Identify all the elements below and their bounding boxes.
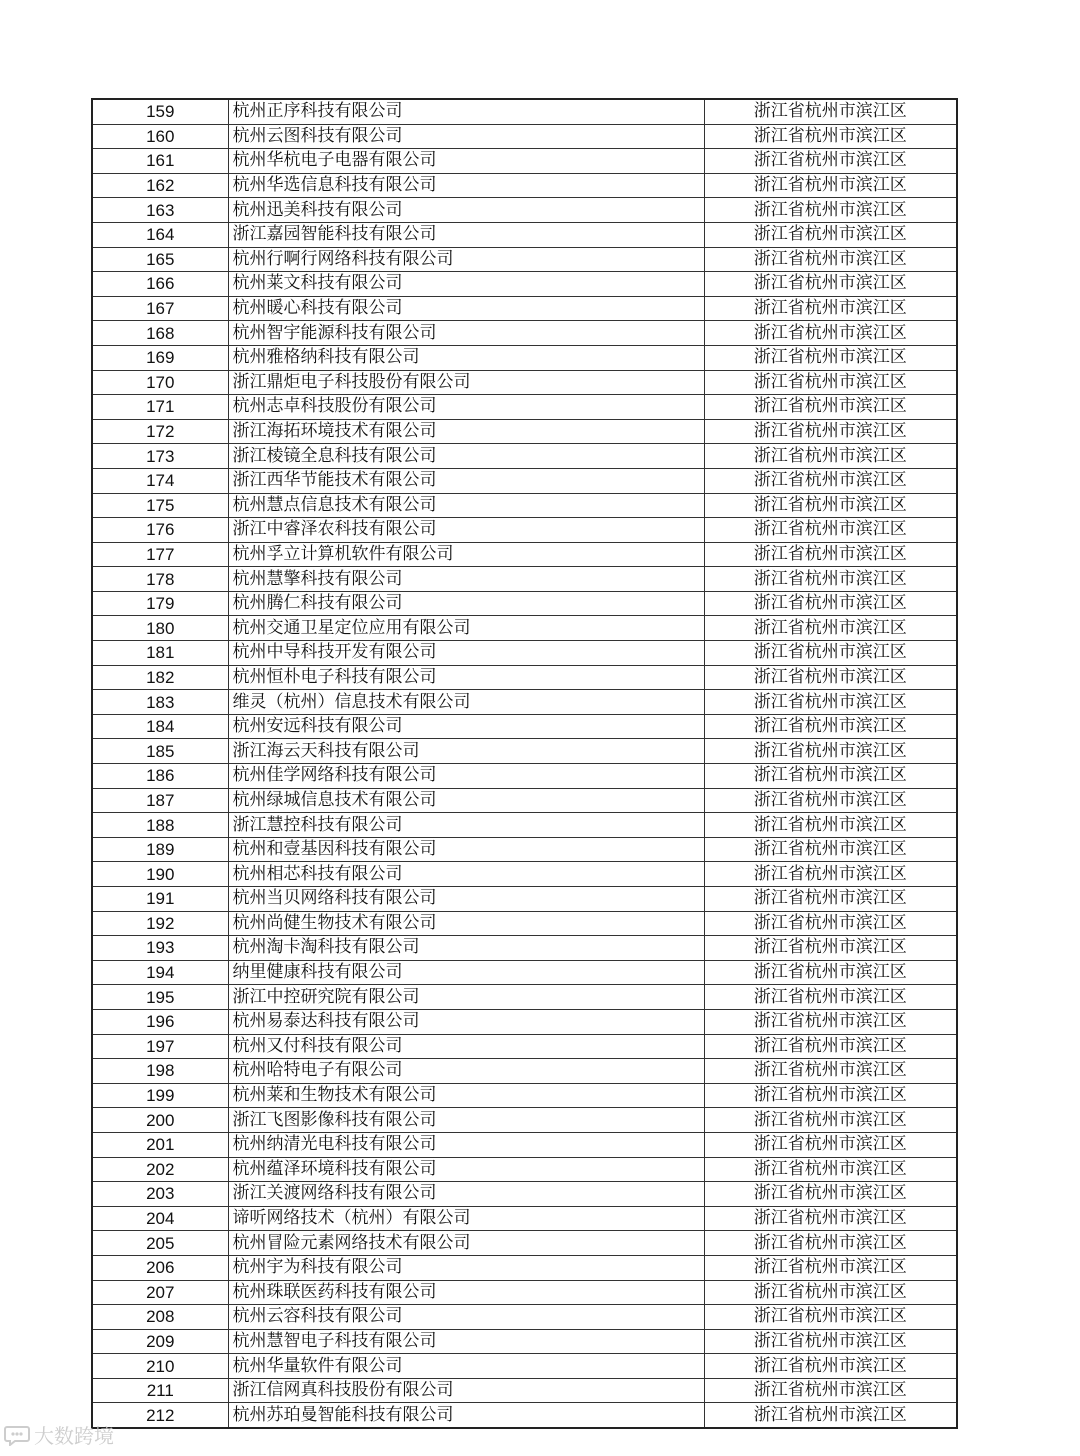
company-address: 浙江省杭州市滨江区 xyxy=(704,444,957,469)
company-name: 杭州华量软件有限公司 xyxy=(228,1354,704,1379)
row-number: 188 xyxy=(92,813,228,838)
table-row xyxy=(92,641,957,666)
table-row xyxy=(92,419,957,444)
row-number: 189 xyxy=(92,837,228,862)
table-row xyxy=(92,173,957,198)
company-name: 浙江海云天科技有限公司 xyxy=(228,739,704,764)
company-address: 浙江省杭州市滨江区 xyxy=(704,173,957,198)
company-address: 浙江省杭州市滨江区 xyxy=(704,690,957,715)
row-number: 177 xyxy=(92,542,228,567)
table-row xyxy=(92,1255,957,1280)
company-address: 浙江省杭州市滨江区 xyxy=(704,665,957,690)
row-number: 174 xyxy=(92,468,228,493)
table-row xyxy=(92,272,957,297)
company-name: 浙江海拓环境技术有限公司 xyxy=(228,419,704,444)
table-row xyxy=(92,222,957,247)
company-name: 杭州哈特电子有限公司 xyxy=(228,1059,704,1084)
table-row xyxy=(92,1083,957,1108)
company-address: 浙江省杭州市滨江区 xyxy=(704,837,957,862)
row-number: 202 xyxy=(92,1157,228,1182)
table-body xyxy=(92,99,957,1428)
row-number: 204 xyxy=(92,1206,228,1231)
company-address: 浙江省杭州市滨江区 xyxy=(704,345,957,370)
company-name: 杭州恒朴电子科技有限公司 xyxy=(228,665,704,690)
company-address: 浙江省杭州市滨江区 xyxy=(704,591,957,616)
company-address: 浙江省杭州市滨江区 xyxy=(704,1280,957,1305)
table-row xyxy=(92,149,957,174)
table-row xyxy=(92,1329,957,1354)
company-name: 维灵（杭州）信息技术有限公司 xyxy=(228,690,704,715)
row-number: 185 xyxy=(92,739,228,764)
row-number: 172 xyxy=(92,419,228,444)
table-row xyxy=(92,493,957,518)
company-name: 杭州中导科技开发有限公司 xyxy=(228,641,704,666)
table-row xyxy=(92,345,957,370)
table-row xyxy=(92,1231,957,1256)
company-name: 杭州云图科技有限公司 xyxy=(228,124,704,149)
company-address: 浙江省杭州市滨江区 xyxy=(704,714,957,739)
company-address: 浙江省杭州市滨江区 xyxy=(704,124,957,149)
company-address: 浙江省杭州市滨江区 xyxy=(704,960,957,985)
table-row xyxy=(92,370,957,395)
row-number: 207 xyxy=(92,1280,228,1305)
row-number: 193 xyxy=(92,936,228,961)
company-address: 浙江省杭州市滨江区 xyxy=(704,370,957,395)
row-number: 180 xyxy=(92,616,228,641)
company-name: 浙江西华节能技术有限公司 xyxy=(228,468,704,493)
table-row xyxy=(92,813,957,838)
company-address: 浙江省杭州市滨江区 xyxy=(704,99,957,124)
watermark-text: 大数跨境 xyxy=(34,1424,114,1448)
row-number: 197 xyxy=(92,1034,228,1059)
row-number: 194 xyxy=(92,960,228,985)
row-number: 203 xyxy=(92,1182,228,1207)
company-address: 浙江省杭州市滨江区 xyxy=(704,936,957,961)
row-number: 181 xyxy=(92,641,228,666)
company-address: 浙江省杭州市滨江区 xyxy=(704,1255,957,1280)
row-number: 167 xyxy=(92,296,228,321)
company-name: 杭州智宇能源科技有限公司 xyxy=(228,321,704,346)
company-address: 浙江省杭州市滨江区 xyxy=(704,1009,957,1034)
company-address: 浙江省杭州市滨江区 xyxy=(704,149,957,174)
row-number: 195 xyxy=(92,985,228,1010)
table-row xyxy=(92,1403,957,1428)
company-name: 杭州苏珀曼智能科技有限公司 xyxy=(228,1403,704,1428)
row-number: 163 xyxy=(92,198,228,223)
company-name: 杭州华选信息科技有限公司 xyxy=(228,173,704,198)
table-row xyxy=(92,887,957,912)
company-address: 浙江省杭州市滨江区 xyxy=(704,542,957,567)
table-row xyxy=(92,985,957,1010)
company-name: 杭州珠联医药科技有限公司 xyxy=(228,1280,704,1305)
row-number: 179 xyxy=(92,591,228,616)
company-address: 浙江省杭州市滨江区 xyxy=(704,616,957,641)
table-row xyxy=(92,1132,957,1157)
company-address: 浙江省杭州市滨江区 xyxy=(704,567,957,592)
company-name: 浙江嘉园智能科技有限公司 xyxy=(228,222,704,247)
table-row xyxy=(92,1108,957,1133)
table-row xyxy=(92,1305,957,1330)
company-name: 谛听网络技术（杭州）有限公司 xyxy=(228,1206,704,1231)
company-address: 浙江省杭州市滨江区 xyxy=(704,911,957,936)
company-name: 纳里健康科技有限公司 xyxy=(228,960,704,985)
company-name: 杭州行啊行网络科技有限公司 xyxy=(228,247,704,272)
company-name: 杭州和壹基因科技有限公司 xyxy=(228,837,704,862)
table-row xyxy=(92,591,957,616)
company-name: 浙江慧控科技有限公司 xyxy=(228,813,704,838)
table-row xyxy=(92,690,957,715)
row-number: 182 xyxy=(92,665,228,690)
company-name: 杭州志卓科技股份有限公司 xyxy=(228,395,704,420)
row-number: 184 xyxy=(92,714,228,739)
table-row xyxy=(92,247,957,272)
company-address: 浙江省杭州市滨江区 xyxy=(704,1403,957,1428)
company-address: 浙江省杭州市滨江区 xyxy=(704,1206,957,1231)
row-number: 176 xyxy=(92,518,228,543)
row-number: 191 xyxy=(92,887,228,912)
company-name: 杭州孚立计算机软件有限公司 xyxy=(228,542,704,567)
row-number: 212 xyxy=(92,1403,228,1428)
chat-bubble-logo-icon xyxy=(4,1424,30,1446)
row-number: 186 xyxy=(92,764,228,789)
table-row xyxy=(92,99,957,124)
table-row xyxy=(92,1059,957,1084)
table-row xyxy=(92,468,957,493)
row-number: 171 xyxy=(92,395,228,420)
company-name: 杭州尚健生物技术有限公司 xyxy=(228,911,704,936)
row-number: 198 xyxy=(92,1059,228,1084)
table-row xyxy=(92,788,957,813)
table-row xyxy=(92,665,957,690)
table-row xyxy=(92,542,957,567)
company-address: 浙江省杭州市滨江区 xyxy=(704,518,957,543)
company-address: 浙江省杭州市滨江区 xyxy=(704,395,957,420)
company-address: 浙江省杭州市滨江区 xyxy=(704,1182,957,1207)
company-name: 杭州莱和生物技术有限公司 xyxy=(228,1083,704,1108)
company-address: 浙江省杭州市滨江区 xyxy=(704,1059,957,1084)
table-row xyxy=(92,936,957,961)
row-number: 192 xyxy=(92,911,228,936)
company-name: 浙江棱镜全息科技有限公司 xyxy=(228,444,704,469)
table-row xyxy=(92,1009,957,1034)
row-number: 210 xyxy=(92,1354,228,1379)
company-name: 杭州慧点信息技术有限公司 xyxy=(228,493,704,518)
row-number: 160 xyxy=(92,124,228,149)
row-number: 170 xyxy=(92,370,228,395)
row-number: 175 xyxy=(92,493,228,518)
row-number: 168 xyxy=(92,321,228,346)
table-row xyxy=(92,764,957,789)
row-number: 159 xyxy=(92,99,228,124)
company-name: 浙江中睿泽农科技有限公司 xyxy=(228,518,704,543)
row-number: 208 xyxy=(92,1305,228,1330)
table-row xyxy=(92,739,957,764)
company-name: 杭州云容科技有限公司 xyxy=(228,1305,704,1330)
table-row xyxy=(92,1034,957,1059)
row-number: 201 xyxy=(92,1132,228,1157)
table-row xyxy=(92,1280,957,1305)
table-row xyxy=(92,714,957,739)
row-number: 178 xyxy=(92,567,228,592)
table-row xyxy=(92,911,957,936)
company-name: 杭州当贝网络科技有限公司 xyxy=(228,887,704,912)
row-number: 165 xyxy=(92,247,228,272)
company-address: 浙江省杭州市滨江区 xyxy=(704,1305,957,1330)
company-name: 杭州迅美科技有限公司 xyxy=(228,198,704,223)
row-number: 169 xyxy=(92,345,228,370)
company-address: 浙江省杭州市滨江区 xyxy=(704,788,957,813)
table-row xyxy=(92,198,957,223)
company-address: 浙江省杭州市滨江区 xyxy=(704,222,957,247)
company-name: 杭州淘卡淘科技有限公司 xyxy=(228,936,704,961)
table-row xyxy=(92,567,957,592)
company-name: 杭州暖心科技有限公司 xyxy=(228,296,704,321)
company-list-table xyxy=(91,98,958,1429)
company-address: 浙江省杭州市滨江区 xyxy=(704,641,957,666)
company-address: 浙江省杭州市滨江区 xyxy=(704,272,957,297)
company-address: 浙江省杭州市滨江区 xyxy=(704,1378,957,1403)
company-name: 杭州交通卫星定位应用有限公司 xyxy=(228,616,704,641)
company-address: 浙江省杭州市滨江区 xyxy=(704,862,957,887)
table-row xyxy=(92,124,957,149)
table-row xyxy=(92,518,957,543)
company-name: 杭州宇为科技有限公司 xyxy=(228,1255,704,1280)
row-number: 161 xyxy=(92,149,228,174)
row-number: 200 xyxy=(92,1108,228,1133)
table-row xyxy=(92,862,957,887)
row-number: 206 xyxy=(92,1255,228,1280)
company-name: 杭州华杭电子电器有限公司 xyxy=(228,149,704,174)
row-number: 211 xyxy=(92,1378,228,1403)
company-name: 杭州相芯科技有限公司 xyxy=(228,862,704,887)
table-row xyxy=(92,321,957,346)
company-address: 浙江省杭州市滨江区 xyxy=(704,1329,957,1354)
company-name: 浙江鼎炬电子科技股份有限公司 xyxy=(228,370,704,395)
company-name: 浙江关渡网络科技有限公司 xyxy=(228,1182,704,1207)
row-number: 183 xyxy=(92,690,228,715)
table-row xyxy=(92,960,957,985)
company-name: 杭州佳学网络科技有限公司 xyxy=(228,764,704,789)
table-row xyxy=(92,1354,957,1379)
company-name: 杭州蕴泽环境科技有限公司 xyxy=(228,1157,704,1182)
company-name: 杭州冒险元素网络技术有限公司 xyxy=(228,1231,704,1256)
table-row xyxy=(92,1206,957,1231)
company-name: 杭州莱文科技有限公司 xyxy=(228,272,704,297)
table-row xyxy=(92,444,957,469)
company-name: 杭州慧擎科技有限公司 xyxy=(228,567,704,592)
row-number: 209 xyxy=(92,1329,228,1354)
company-name: 浙江中控研究院有限公司 xyxy=(228,985,704,1010)
company-address: 浙江省杭州市滨江区 xyxy=(704,813,957,838)
company-name: 杭州又付科技有限公司 xyxy=(228,1034,704,1059)
table-row xyxy=(92,837,957,862)
row-number: 166 xyxy=(92,272,228,297)
company-address: 浙江省杭州市滨江区 xyxy=(704,985,957,1010)
company-address: 浙江省杭州市滨江区 xyxy=(704,493,957,518)
table-row xyxy=(92,395,957,420)
table-row xyxy=(92,1378,957,1403)
company-address: 浙江省杭州市滨江区 xyxy=(704,764,957,789)
company-name: 杭州安远科技有限公司 xyxy=(228,714,704,739)
company-name: 杭州易泰达科技有限公司 xyxy=(228,1009,704,1034)
company-address: 浙江省杭州市滨江区 xyxy=(704,296,957,321)
table-row xyxy=(92,1182,957,1207)
company-address: 浙江省杭州市滨江区 xyxy=(704,1231,957,1256)
company-address: 浙江省杭州市滨江区 xyxy=(704,247,957,272)
company-address: 浙江省杭州市滨江区 xyxy=(704,1034,957,1059)
row-number: 205 xyxy=(92,1231,228,1256)
company-address: 浙江省杭州市滨江区 xyxy=(704,1108,957,1133)
company-name: 杭州慧智电子科技有限公司 xyxy=(228,1329,704,1354)
company-name: 浙江飞图影像科技有限公司 xyxy=(228,1108,704,1133)
row-number: 199 xyxy=(92,1083,228,1108)
row-number: 162 xyxy=(92,173,228,198)
company-address: 浙江省杭州市滨江区 xyxy=(704,887,957,912)
company-name: 杭州正序科技有限公司 xyxy=(228,99,704,124)
company-address: 浙江省杭州市滨江区 xyxy=(704,419,957,444)
company-address: 浙江省杭州市滨江区 xyxy=(704,1354,957,1379)
table-row xyxy=(92,296,957,321)
company-name: 浙江信网真科技股份有限公司 xyxy=(228,1378,704,1403)
company-name: 杭州腾仁科技有限公司 xyxy=(228,591,704,616)
company-name: 杭州纳清光电科技有限公司 xyxy=(228,1132,704,1157)
row-number: 164 xyxy=(92,222,228,247)
company-address: 浙江省杭州市滨江区 xyxy=(704,198,957,223)
company-address: 浙江省杭州市滨江区 xyxy=(704,1132,957,1157)
table-row xyxy=(92,616,957,641)
watermark xyxy=(4,1420,114,1449)
table-row xyxy=(92,1157,957,1182)
row-number: 187 xyxy=(92,788,228,813)
row-number: 173 xyxy=(92,444,228,469)
company-address: 浙江省杭州市滨江区 xyxy=(704,321,957,346)
company-address: 浙江省杭州市滨江区 xyxy=(704,468,957,493)
company-address: 浙江省杭州市滨江区 xyxy=(704,739,957,764)
row-number: 196 xyxy=(92,1009,228,1034)
company-address: 浙江省杭州市滨江区 xyxy=(704,1157,957,1182)
company-name: 杭州雅格纳科技有限公司 xyxy=(228,345,704,370)
company-name: 杭州绿城信息技术有限公司 xyxy=(228,788,704,813)
company-address: 浙江省杭州市滨江区 xyxy=(704,1083,957,1108)
row-number: 190 xyxy=(92,862,228,887)
